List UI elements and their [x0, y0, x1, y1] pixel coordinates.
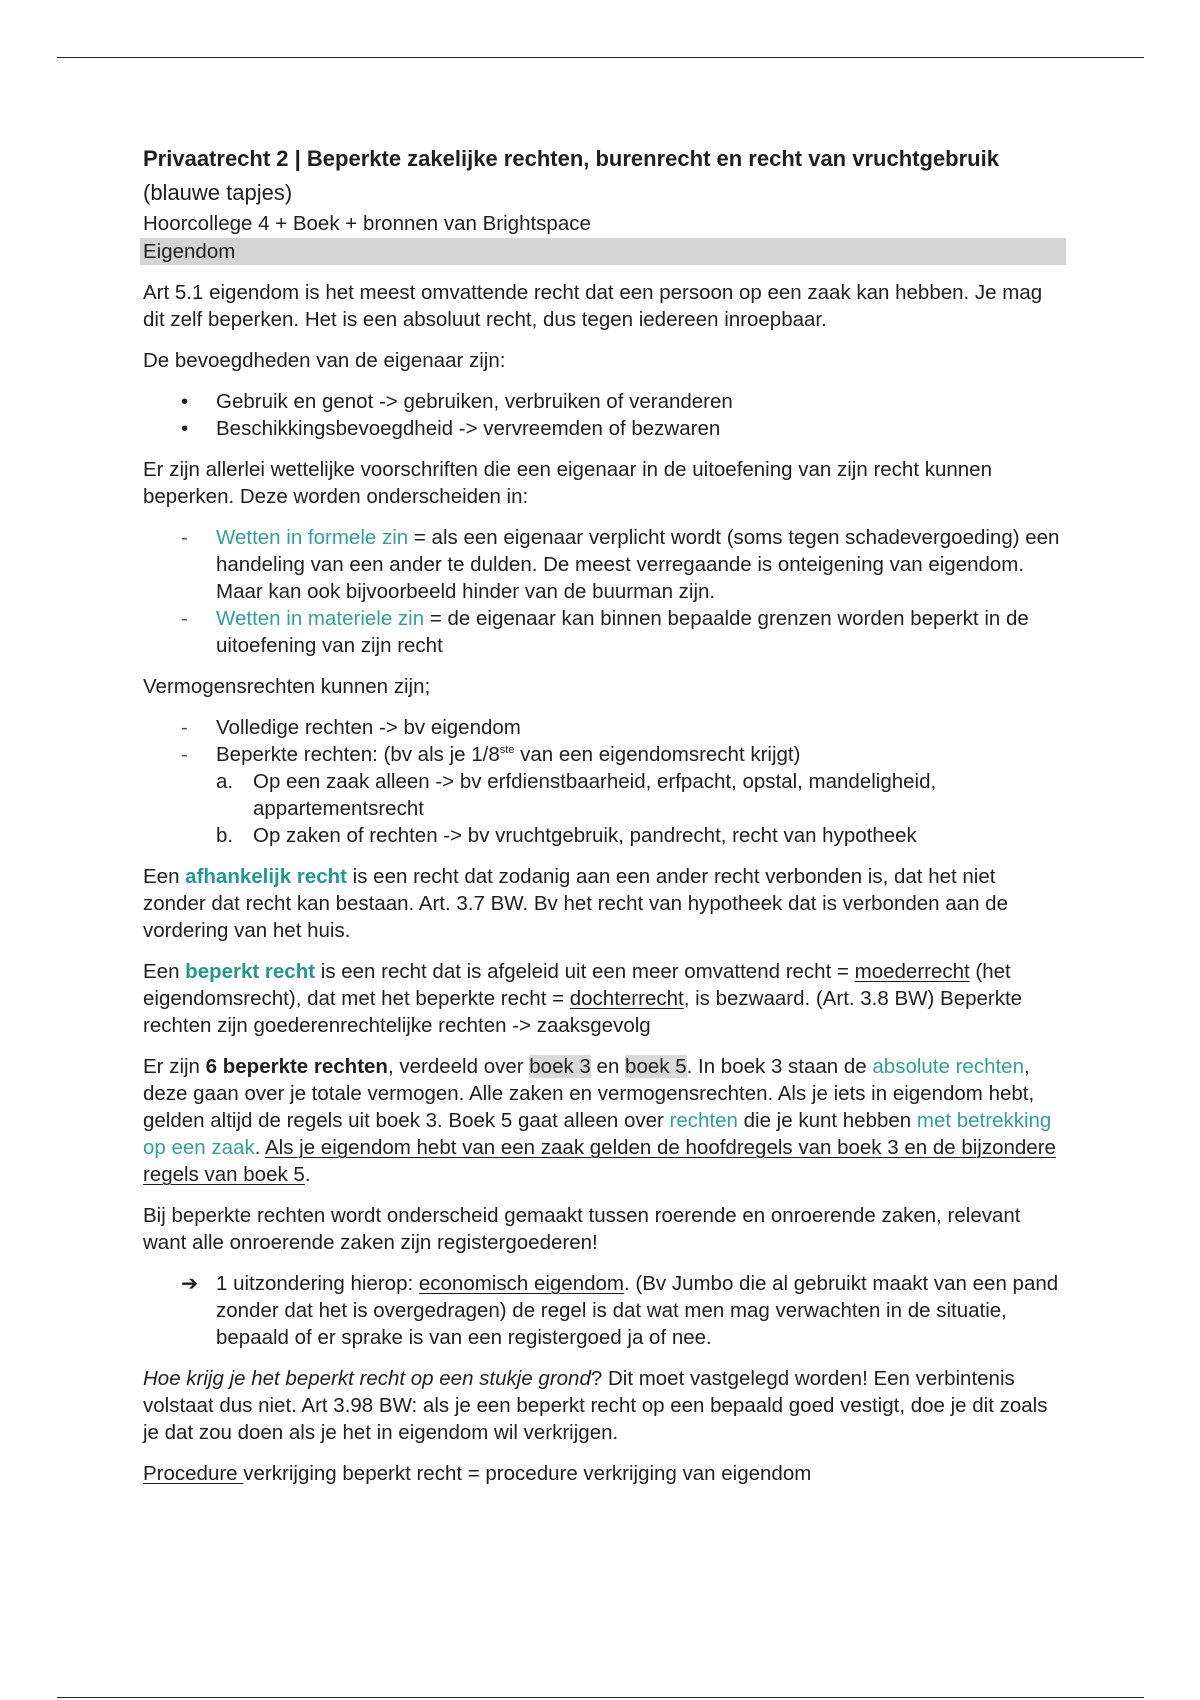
paragraph-vermogensrechten: Vermogensrechten kunnen zijn; [143, 675, 431, 698]
list-item: • Beschikkingsbevoegdheid -> vervreemden of bezwaren [181, 417, 721, 440]
uitzondering-list [143, 1270, 1063, 1351]
paragraph-voorschriften: Er zijn allerlei wettelijke voorschriften die een eigenaar in de uitoefening van zijn recht kunnen beperken. Deze worden onderscheiden in: [143, 458, 992, 508]
list-item: - Beperkte rechten: (bv als je 1/8ste van een eigendomsrecht krijgt) [181, 743, 801, 766]
document-title: Privaatrecht 2 | Beperkte zakelijke rechten, burenrecht en recht van vruchtgebruik (blauwe tapjes) [143, 146, 999, 205]
bullet-icon: • [181, 390, 189, 413]
dash-icon: - [181, 526, 188, 549]
paragraph-afhankelijk-recht: Een afhankelijk recht is een recht dat zodanig aan een ander recht verbonden is, dat het niet zonder dat recht kan bestaan. Art. 3.7 BW. Bv het recht van hypotheek dat is verbonden aan de vordering van het huis. [143, 865, 1008, 942]
list-item: - Volledige rechten -> bv eigendom [181, 716, 521, 739]
bottom-rule [57, 1697, 1144, 1698]
top-rule [57, 57, 1144, 58]
list-item: b. Op zaken of rechten -> bv vruchtgebruik, pandrecht, recht van hypotheek [216, 824, 917, 847]
paragraph-bevoegdheden: De bevoegdheden van de eigenaar zijn: [143, 349, 506, 372]
list-item: ➔ 1 uitzondering hierop: economisch eigendom. (Bv Jumbo die al gebruikt maakt van een pand zonder dat het is overgedragen) de regel is dat wat men mag verwachten in de situatie, bepaald of er sprake is van een registergoed ja of nee. [181, 1272, 1059, 1349]
section-heading: Eigendom [140, 238, 1066, 265]
list-item: - Wetten in formele zin = als een eigenaar verplicht wordt (soms tegen schadevergoeding) een handeling van een ander te dulden. De meest verregaande is onteigening van eigendom. Maar kan ook bijvoorbeeld hinder van de buurman zijn. [181, 526, 1060, 603]
paragraph-eigendom: Art 5.1 eigendom is het meest omvattende recht dat een persoon op een zaak kan hebben. Je mag dit zelf beperken. Het is een absoluut recht, dus tegen iedereen inroepbaar. [143, 281, 1043, 331]
vermogensrechten-list [143, 714, 1063, 768]
list-item: a. Op een zaak alleen -> bv erfdienstbaarheid, erfpacht, opstal, mandeligheid, appartementsrecht [216, 770, 937, 820]
paragraph-roerend-onroerend: Bij beperkte rechten wordt onderscheid gemaakt tussen roerende en onroerende zaken, relevant want alle onroerende zaken zijn registergoederen! [143, 1204, 1021, 1254]
beperkte-rechten-sublist [143, 768, 1063, 849]
paragraph-stukje-grond: Hoe krijg je het beperkt recht op een stukje grond? Dit moet vastgelegd worden! Een verbintenis volstaat dus niet. Art 3.98 BW: als je een beperkt recht op een bepaald goed vestigt, doe je dit zoals je dat zou doen als je het in eigendom wil verkrijgen. [143, 1367, 1048, 1444]
wetten-list [143, 524, 1063, 659]
list-item: • Gebruik en genot -> gebruiken, verbruiken of veranderen [181, 390, 733, 413]
bullet-icon: • [181, 417, 189, 440]
paragraph-procedure: Procedure verkrijging beperkt recht = procedure verkrijging van eigendom [143, 1462, 812, 1485]
document-body [143, 142, 1063, 1487]
document-subtitle: Hoorcollege 4 + Boek + bronnen van Brightspace [143, 212, 591, 235]
dash-icon: - [181, 607, 188, 630]
paragraph-zes-beperkte-rechten: Er zijn 6 beperkte rechten, verdeeld over boek 3 en boek 5. In boek 3 staan de absolute rechten, deze gaan over je totale vermogen. Alle zaken en vermogensrechten. Als je iets in eigendom hebt, gelden altijd de regels uit boek 3. Boek 5 gaat alleen over rechten die je kunt hebben met betrekking op een zaak. Als je eigendom hebt van een zaak gelden de hoofdregels van boek 3 en de bijzondere regels van boek 5. [143, 1055, 1056, 1186]
arrow-right-icon: ➔ [181, 1272, 199, 1295]
dash-icon: - [181, 716, 188, 739]
dash-icon: - [181, 743, 188, 766]
list-item: - Wetten in materiele zin = de eigenaar kan binnen bepaalde grenzen worden beperkt in de uitoefening van zijn recht [181, 607, 1029, 657]
bevoegdheden-list [143, 388, 1063, 442]
paragraph-beperkt-recht: Een beperkt recht is een recht dat is afgeleid uit een meer omvattend recht = moederrecht (het eigendomsrecht), dat met het beperkte recht = dochterrecht, is bezwaard. (Art. 3.8 BW) Beperkte rechten zijn goederenrechtelijke rechten -> zaaksgevolg [143, 960, 1023, 1037]
